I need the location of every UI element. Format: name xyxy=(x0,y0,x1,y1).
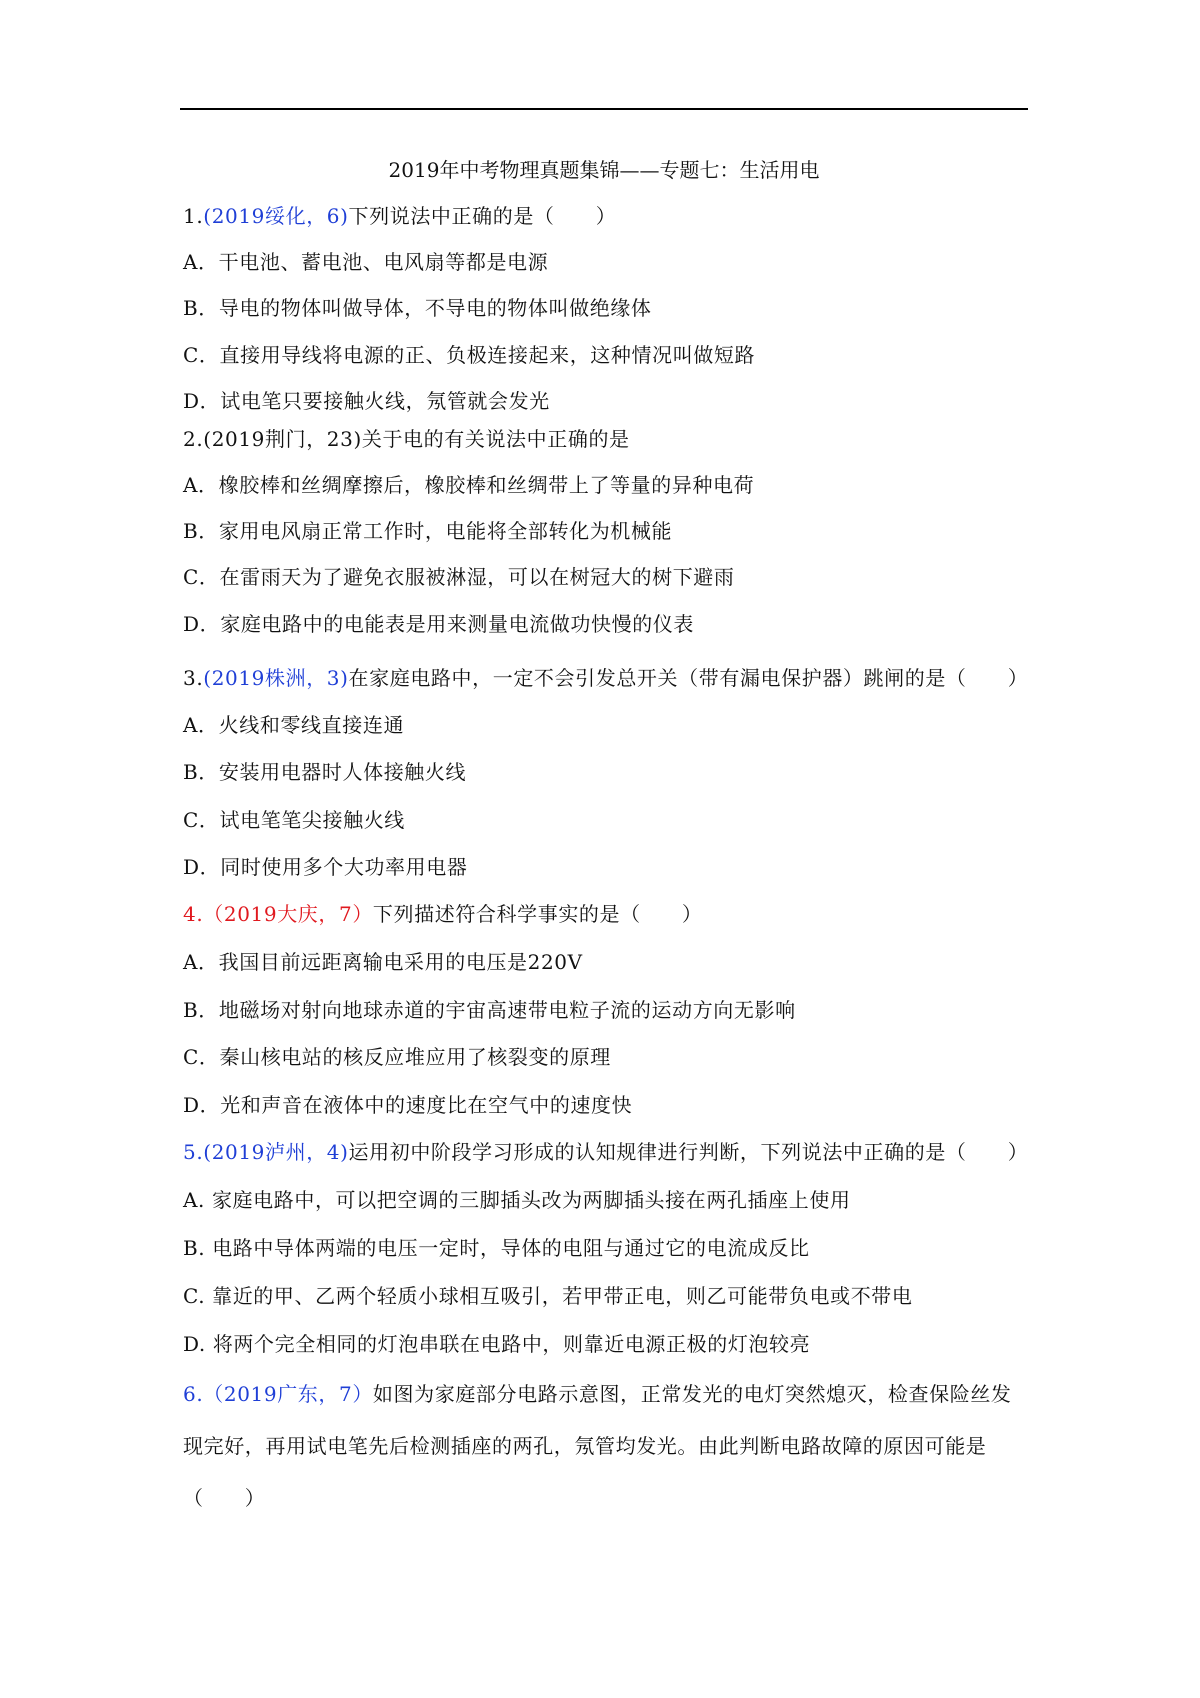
question-1-option-a: A．干电池、蓄电池、电风扇等都是电源 xyxy=(183,250,549,274)
question-1-option-b: B．导电的物体叫做导体，不导电的物体叫做绝缘体 xyxy=(183,296,652,320)
question-stem: 运用初中阶段学习形成的认知规律进行判断，下列说法中正确的是（ ） xyxy=(348,1140,1029,1164)
question-number: 6. xyxy=(183,1382,204,1406)
question-source: (2019株洲，3) xyxy=(203,666,349,690)
question-stem: 下列描述符合科学事实的是（ ） xyxy=(372,902,703,926)
question-stem: 下列说法中正确的是（ ） xyxy=(348,204,617,228)
header-rule xyxy=(180,108,1028,110)
question-4-option-c: C．秦山核电站的核反应堆应用了核裂变的原理 xyxy=(183,1045,611,1069)
question-5-option-a: A. 家庭电路中，可以把空调的三脚插头改为两脚插头接在两孔插座上使用 xyxy=(183,1188,851,1212)
question-5-stem-line xyxy=(183,1138,1028,1166)
question-4-stem-line xyxy=(183,900,703,928)
question-2-option-c: C．在雷雨天为了避免衣服被淋湿，可以在树冠大的树下避雨 xyxy=(183,565,735,589)
document-title: 2019年中考物理真题集锦——专题七：生活用电 xyxy=(388,158,820,182)
question-4-option-d: D．光和声音在液体中的速度比在空气中的速度快 xyxy=(183,1093,633,1117)
question-4-option-a: A．我国目前远距离输电采用的电压是220V xyxy=(183,950,583,974)
question-2-option-b: B．家用电风扇正常工作时，电能将全部转化为机械能 xyxy=(183,519,673,543)
question-5-option-b: B. 电路中导体两端的电压一定时，导体的电阻与通过它的电流成反比 xyxy=(183,1236,810,1260)
question-6-stem-line-2: 现完好，再用试电笔先后检测插座的两孔，氖管均发光。由此判断电路故障的原因可能是 xyxy=(183,1434,987,1458)
question-source: (2019泸州，4) xyxy=(203,1140,349,1164)
question-3-option-d: D．同时使用多个大功率用电器 xyxy=(183,855,468,879)
question-stem: 如图为家庭部分电路示意图，正常发光的电灯突然熄灭，检查保险丝发 xyxy=(372,1382,1012,1406)
question-1-stem-line xyxy=(183,202,616,230)
question-source: （2019大庆，7） xyxy=(203,902,373,926)
question-1-option-c: C．直接用导线将电源的正、负极连接起来，这种情况叫做短路 xyxy=(183,343,756,367)
question-source: (2019荆门，23) xyxy=(203,427,362,451)
question-number: 4. xyxy=(183,902,204,926)
question-5-option-c: C. 靠近的甲、乙两个轻质小球相互吸引，若甲带正电，则乙可能带负电或不带电 xyxy=(183,1284,913,1308)
question-3-stem-line xyxy=(183,664,1028,692)
question-6-stem-line-3: （ ） xyxy=(183,1486,266,1510)
question-source: （2019广东，7） xyxy=(203,1382,373,1406)
question-1-option-d: D．试电笔只要接触火线，氖管就会发光 xyxy=(183,389,550,413)
question-number: 5. xyxy=(183,1140,204,1164)
question-number: 2. xyxy=(183,427,204,451)
question-6-stem-line-1 xyxy=(183,1380,1012,1408)
question-2-stem-line xyxy=(183,425,630,453)
question-2-option-d: D．家庭电路中的电能表是用来测量电流做功快慢的仪表 xyxy=(183,612,695,636)
question-3-option-b: B．安装用电器时人体接触火线 xyxy=(183,760,467,784)
question-number: 1. xyxy=(183,204,204,228)
question-number: 3. xyxy=(183,666,204,690)
question-4-option-b: B．地磁场对射向地球赤道的宇宙高速带电粒子流的运动方向无影响 xyxy=(183,998,796,1022)
question-stem: 在家庭电路中，一定不会引发总开关（带有漏电保护器）跳闸的是（ ） xyxy=(348,666,1029,690)
question-5-option-d: D. 将两个完全相同的灯泡串联在电路中，则靠近电源正极的灯泡较亮 xyxy=(183,1332,811,1356)
question-source: (2019绥化，6) xyxy=(203,204,349,228)
question-2-option-a: A．橡胶棒和丝绸摩擦后，橡胶棒和丝绸带上了等量的异种电荷 xyxy=(183,473,755,497)
question-3-option-c: C．试电笔笔尖接触火线 xyxy=(183,808,405,832)
question-3-option-a: A．火线和零线直接连通 xyxy=(183,713,405,737)
question-stem: 关于电的有关说法中正确的是 xyxy=(361,427,630,451)
